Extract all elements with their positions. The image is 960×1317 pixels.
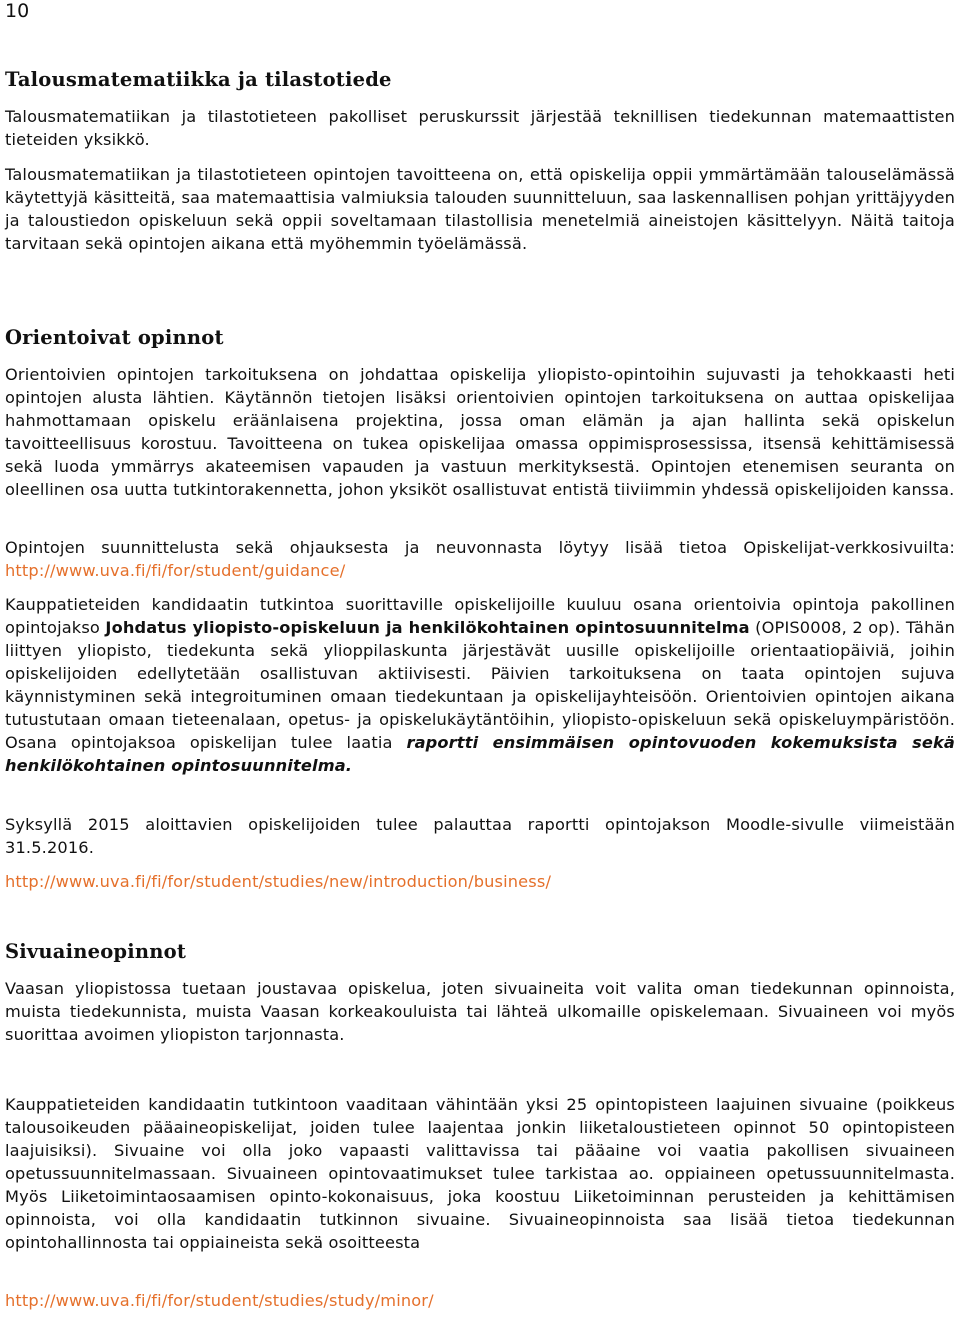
course-report-requirement: raportti ensimmäisen opintovuoden kokemuksista sekä henkilökohtainen opintosuunnitelma. xyxy=(5,733,955,775)
paragraph-talous-goals: Talousmatematiikan ja tilastotieteen opintojen tavoitteena on, että opiskelija oppii ymmärtämään talouselämässä käytettyjä käsitteitä, saa matemaattisia valmiuksia talouden suunnitteluun, saa laskennallisen pohjan yrittäjyyden ja taloustiedon opiskeluun sekä oppii soveltamaan tilastollisia menetelmiä aineistojen käsittelyyn. Näitä taitoja tarvitaan sekä opintojen aikana että myöhemmin työelämässä. xyxy=(5,165,955,253)
section-heading-orientoivat: Orientoivat opinnot xyxy=(5,326,224,349)
paragraph-sivuaine-link xyxy=(5,1289,955,1312)
page-number: 10 xyxy=(5,0,30,22)
section-heading-sivuaineopinnot: Sivuaineopinnot xyxy=(5,940,187,963)
course-title: Johdatus yliopisto-opiskeluun ja henkilökohtainen opintosuunnitelma xyxy=(105,618,750,637)
introduction-business-link[interactable]: http://www.uva.fi/fi/for/student/studies/new/introduction/business/ xyxy=(5,872,552,891)
paragraph-talous-intro: Talousmatematiikan ja tilastotieteen pakolliset peruskurssit järjestää teknillisen tiedekunnan matemaattisten tieteiden yksikkö. xyxy=(5,107,955,149)
minor-studies-link[interactable]: http://www.uva.fi/fi/for/student/studies/study/minor/ xyxy=(5,1291,434,1310)
course-text-b: (OPIS0008, 2 op). Tähän liittyen yliopisto, tiedekunta sekä ylioppilaskunta järjestävät uusille opiskelijoille orientaatiopäiviä, joihin opiskelijoiden edellytetään osallistuvan aktiivisesti. Päivien tarkoituksena on taata opintojen sujuva käynnistyminen sekä integroituminen omaan tiedekuntaan ja opiskelijayhteisöön. Orientoivien opintojen aikana tutustutaan omaan tieteenalaan, opetus- ja opiskelukäytäntöihin, yliopisto-opiskeluun sekä opiskeluympäristöön. Osana opintojaksoa opiskelijan tulee laatia xyxy=(5,618,955,752)
paragraph-orientoivat-guidance xyxy=(5,536,955,582)
guidance-text: Opintojen suunnittelusta sekä ohjauksesta ja neuvonnasta löytyy lisää tietoa Opiskelijat-verkkosivuilta: xyxy=(5,538,955,557)
course-text-a: Kauppatieteiden kandidaatin tutkintoa suorittaville opiskelijoille kuuluu osana orientoivia opintoja pakollinen opintojakso xyxy=(5,595,955,637)
paragraph-orientoivat-course xyxy=(5,593,955,777)
paragraph-orientoivat-deadline: Syksyllä 2015 aloittavien opiskelijoiden tulee palauttaa raportti opintojakson Moodle-sivulle viimeistään 31.5.2016. xyxy=(5,815,955,857)
section-heading-talousmatematiikka: Talousmatematiikka ja tilastotiede xyxy=(5,68,392,91)
paragraph-orientoivat-link xyxy=(5,870,955,893)
paragraph-sivuaine-requirements: Kauppatieteiden kandidaatin tutkintoon vaaditaan vähintään yksi 25 opintopisteen laajuinen sivuaine (poikkeus talousoikeuden pääaineopiskelijat, joiden tulee laajentaa jonkin liiketaloustieteen opinnot 50 opintopisteen laajuisiksi). Sivuaine voi olla joko vapaasti valittavissa tai pääaine voi vaatia pakollisen sivuaineen opetussuunnitelmassaan. Sivuaineen opintovaatimukset tulee tarkistaa ao. oppiaineen opetussuunnitelmasta. Myös Liiketoimintaosaamisen opinto-kokonaisuus, joka koostuu Liiketoiminnan perusteiden ja kehittämisen opinnoista, voi olla kandidaatin tutkinnon sivuaine. Sivuaineopinnoista saa lisää tietoa tiedekunnan opintohallinnosta tai oppiaineista sekä osoitteesta xyxy=(5,1095,955,1252)
guidance-link[interactable]: http://www.uva.fi/fi/for/student/guidance/ xyxy=(5,561,346,580)
paragraph-orientoivat-purpose: Orientoivien opintojen tarkoituksena on johdattaa opiskelija yliopisto-opintoihin sujuvasti ja tehokkaasti heti opintojen alusta lähtien. Käytännön tietojen lisäksi orientoivien opintojen tarkoituksena on auttaa opiskelijaa hahmottamaan opiskelu eräänlaisena projektina, jossa oman elämän ja ajan hallinta sekä opiskelun tavoitteellisuus korostuu. Tavoitteena on tukea opiskelijaa omassa oppimisprosessissa, itsensä kehittämisessä sekä luoda ymmärrys akateemisen vapauden ja vastuun merkityksestä. Opintojen etenemisen seuranta on oleellinen osa uutta tutkintorakennetta, johon yksiköt osallistuvat entistä tiiviimmin yhdessä opiskelijoiden kanssa. xyxy=(5,365,955,499)
paragraph-sivuaine-intro: Vaasan yliopistossa tuetaan joustavaa opiskelua, joten sivuaineita voit valita oman tiedekunnan opinnoista, muista tiedekunnista, muista Vaasan korkeakouluista tai lähteä ulkomaille opiskelemaan. Sivuaineen voi myös suorittaa avoimen yliopiston tarjonnasta. xyxy=(5,979,955,1044)
